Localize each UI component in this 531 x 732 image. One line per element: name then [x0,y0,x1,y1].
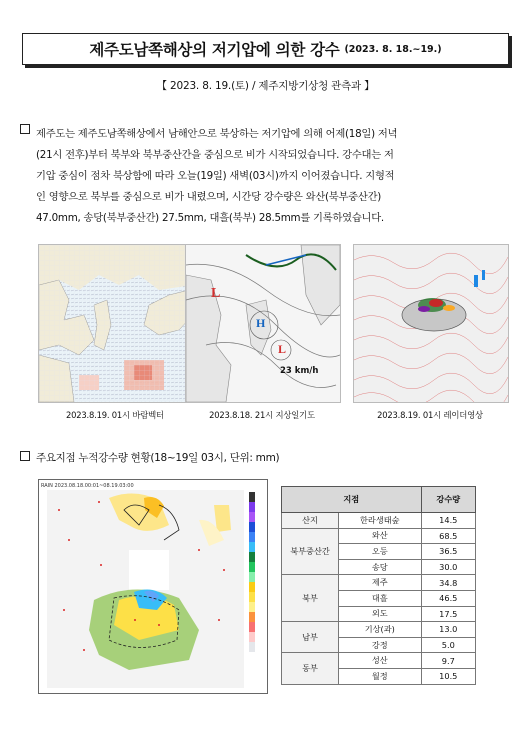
station-name-cell: 외도 [339,606,422,622]
table-row [282,653,476,669]
rain-value-cell: 14.5 [421,513,475,529]
station-name-cell: 한라생태숲 [339,513,422,529]
figure-caption-2: 2023.8.18. 21시 지상일기도 [209,410,315,420]
table-row [282,528,476,544]
rain-value-cell: 30.0 [421,559,475,575]
rain-value-cell: 68.5 [421,528,475,544]
svg-text:L: L [211,286,221,301]
rain-value-cell: 46.5 [421,590,475,606]
region-cell: 산지 [282,513,339,529]
col-header-station: 지점 [282,487,422,513]
rain-value-cell: 10.5 [421,668,475,684]
page-title: 제주도남쪽해상의 저기압에 의한 강수 [89,41,340,59]
table-body [282,513,476,685]
para-line-4: 47.0mm, 송당(북부중산간) 27.5mm, 대흘(북부) 28.5mm를 기록하였습니다. [36,212,384,224]
region-cell: 북부 [282,575,339,622]
station-name-cell: 와산 [339,528,422,544]
rain-value-cell: 34.8 [421,575,475,591]
para-line-0: 제주도는 제주도남쪽해상에서 남해안으로 북상하는 저기압에 의해 어제(18일) 저녁 [36,128,398,140]
radar-image [353,244,509,403]
section1-paragraph [36,124,514,229]
square-bullet-icon [20,451,30,461]
rain-value-cell: 5.0 [421,637,475,653]
table-row [282,513,476,529]
station-name-cell: 기상(과) [339,622,422,638]
region-cell: 남부 [282,622,339,653]
region-cell: 동부 [282,653,339,684]
svg-text:H: H [256,316,266,330]
station-name-cell: 제주 [339,575,422,591]
figure-caption-3: 2023.8.19. 01시 레이더영상 [377,410,483,420]
section2-heading [20,450,279,465]
rain-value-cell: 17.5 [421,606,475,622]
title-period: (2023. 8. 18.~19.) [344,43,442,55]
section1-bullet [20,124,36,137]
para-line-1: (21시 전후)부터 북부와 북부중산간을 중심으로 비가 시작되었습니다. 강수대는 저 [36,149,394,161]
square-bullet-icon [20,124,30,134]
station-name-cell: 오등 [339,544,422,560]
station-name-cell: 송당 [339,559,422,575]
rain-value-cell: 36.5 [421,544,475,560]
station-rain-table [281,486,476,685]
station-name-cell: 강정 [339,637,422,653]
station-name-cell: 대흘 [339,590,422,606]
title-box [22,33,509,65]
accumulated-rain-map [38,479,268,694]
para-line-2: 기압 중심이 점차 북상함에 따라 오늘(19일) 새벽(03시)까지 이어졌습니다. 지형적 [36,170,395,182]
section2-title: 주요지점 누적강수량 현황(18~19일 03시, 단위: mm) [36,452,280,464]
station-name-cell: 월정 [339,668,422,684]
region-cell: 북부중산간 [282,528,339,575]
surface-weather-chart [185,244,341,403]
station-name-cell: 성산 [339,653,422,669]
rain-value-cell: 13.0 [421,622,475,638]
col-header-rain: 강수량 [421,487,475,513]
map-speed-label: 23 km/h [280,366,319,376]
rain-map-header: RAIN 2023.08.18.00:01~08.19.03:00 [41,483,134,489]
dateline: 【 2023. 8. 19.(토) / 제주지방기상청 관측과 】 [156,80,375,92]
rain-value-cell: 9.7 [421,653,475,669]
table-row [282,622,476,638]
wind-vector-map [38,244,194,403]
table-row [282,575,476,591]
para-line-3: 인 영향으로 북부를 중심으로 비가 내렸으며, 시간당 강수량은 와산(북부중산간) [36,191,382,203]
svg-text:L: L [278,342,287,356]
figure-caption-1: 2023.8.19. 01시 바람벡터 [66,410,164,420]
